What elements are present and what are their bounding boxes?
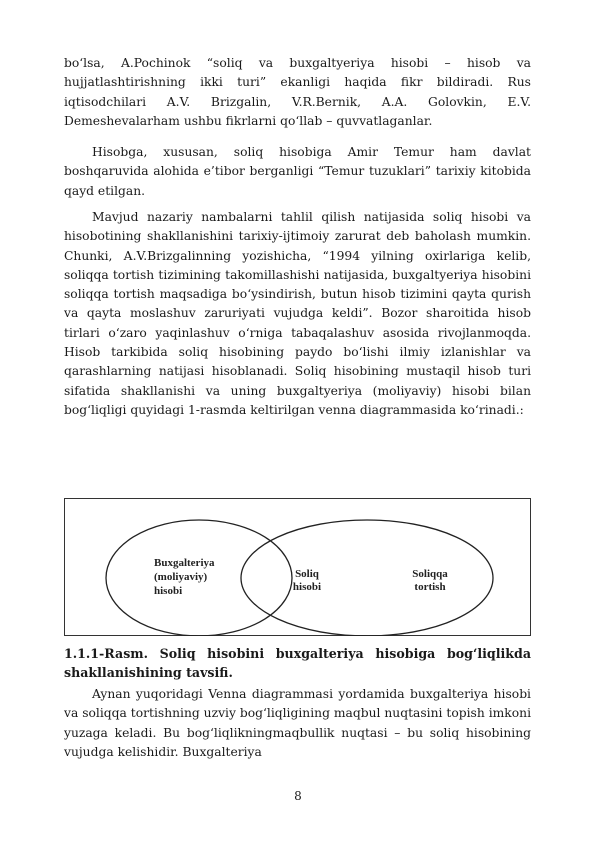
- right-label-line-1: Soliqqa: [412, 568, 448, 580]
- venn-diagram-svg: [64, 498, 531, 636]
- paragraph-3: [64, 208, 531, 420]
- figure-caption: 1.1.1-Rasm. Soliq hisobini buxgalteriya hisobiga bog‘liqlikda shakllanishining tavsifi.: [64, 646, 531, 680]
- paragraph-2: [64, 143, 531, 201]
- paragraph-3-text: Mavjud nazariy nambalarni tahlil qilish natijasida soliq hisobi va hisobotining shakllanishini tarixiy-ijtimoiy zarurat deb baholash mumkin. Chunki, A.V.Brizgalinning yozishicha, “1994 yilning oxirlariga kelib, soliqqa tortish tizimining takomillashishi natijasida, buxgaltyeriya hisobini soliqqa tortish maqsadiga bo‘ysindirish, butun hisob tizimini qayta qurish va qayta moslashuv zaruriyati vujudga keldi”. Bozor sharoitida hisob tirlari o‘zaro yaqinlashuv o‘rniga tabaqalashuv asosida rivojlanmoqda. Hisob tarkibida soliq hisobining paydo bo‘lishi ilmiy izlanishlar va qarashlarning natijasi hisoblanadi. Soliq hisobining mustaqil hisob turi sifatida shakllanishi va uning buxgaltyeriya (moliyaviy) hisobi bilan bog‘liqligi quyidagi 1-rasmda keltirilgan venna diagrammasida ko‘rinadi.:: [64, 210, 531, 417]
- diagram-frame: [65, 499, 531, 636]
- paragraph-1: [64, 54, 531, 131]
- right-label-line-2: tortish: [414, 581, 446, 593]
- left-label-line-2: (moliyaviy): [154, 571, 208, 583]
- center-label-line-2: hisobi: [292, 581, 322, 593]
- paragraph-1-text: bo‘lsa, A.Pochinok “soliq va buxgaltyeriya hisobi – hisob va hujjatlashtirishning ikki turi” ekanligi haqida fikr bildiradi. Rus iqtisodchilari A.V. Brizgalin, V.R.Bernik, A.A. Golovkin, E.V. Demeshevalarham ushbu fikrlarni qo‘llab – quvvatlaganlar.: [64, 56, 531, 128]
- venn-diagram: [64, 498, 531, 636]
- paragraph-4-text: Aynan yuqoridagi Venna diagrammasi yordamida buxgalteriya hisobi va soliqqa tortishning uzviy bog‘liqligining maqbul nuqtasini topish imkoni yuzaga keladi. Bu bog‘liqlikningmaqbullik nuqtasi – bu soliq hisobining vujudga kelishidir. Buxgalteriya: [64, 687, 531, 759]
- left-label-line-1: Buxgalteriya: [154, 557, 215, 569]
- left-label-line-3: hisobi: [154, 585, 183, 597]
- paragraph-4: [64, 685, 531, 762]
- paragraph-2-text: Hisobga, xususan, soliq hisobiga Amir Temur ham davlat boshqaruvida alohida e’tibor berganligi “Temur tuzuklari” tarixiy kitobida qayd etilgan.: [64, 145, 531, 198]
- page-number: 8: [294, 789, 302, 803]
- center-label-line-1: Soliq: [295, 568, 319, 580]
